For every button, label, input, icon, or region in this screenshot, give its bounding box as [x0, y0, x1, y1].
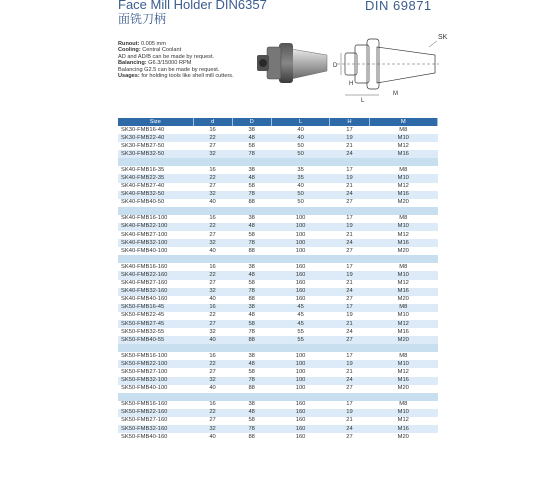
- table-cell: 17: [330, 263, 369, 271]
- table-row: [118, 352, 438, 360]
- table-cell: 17: [330, 126, 369, 134]
- table-cell: 48: [232, 409, 271, 417]
- table-cell: 58: [232, 417, 271, 425]
- table-cell: 24: [330, 328, 369, 336]
- table-cell: 58: [232, 368, 271, 376]
- table-cell: 21: [330, 231, 369, 239]
- table-cell: M10: [369, 312, 437, 320]
- table-cell: M10: [369, 360, 437, 368]
- cell-size: SK50-FMB27-160: [118, 417, 193, 425]
- cell-size: SK50-FMB40-100: [118, 385, 193, 393]
- table-cell: 16: [193, 215, 232, 223]
- table-cell: 27: [193, 417, 232, 425]
- table-cell: 38: [232, 352, 271, 360]
- group-separator: [118, 207, 438, 215]
- table-cell: M10: [369, 223, 437, 231]
- table-row: [118, 368, 438, 376]
- table-cell: 88: [232, 199, 271, 207]
- cell-size: SK50-FMB32-100: [118, 377, 193, 385]
- table-cell: M16: [369, 288, 437, 296]
- header-m: M: [369, 118, 437, 126]
- table-cell: 160: [271, 425, 330, 433]
- table-cell: 40: [193, 433, 232, 441]
- table-cell: M8: [369, 263, 437, 271]
- table-cell: 40: [193, 385, 232, 393]
- table-cell: 27: [330, 336, 369, 344]
- separator-cell: [118, 255, 438, 263]
- cell-size: SK40-FMB27-160: [118, 280, 193, 288]
- table-cell: 160: [271, 280, 330, 288]
- table-cell: 19: [330, 312, 369, 320]
- table-cell: 38: [232, 126, 271, 134]
- table-cell: 27: [193, 231, 232, 239]
- cell-size: SK50-FMB32-55: [118, 328, 193, 336]
- table-cell: 27: [193, 368, 232, 376]
- dimension-table: [118, 118, 438, 441]
- table-cell: 16: [193, 352, 232, 360]
- table-row: [118, 231, 438, 239]
- spec-coolant-note: AD and AD/B can be made by request.: [118, 53, 215, 60]
- table-cell: 48: [232, 174, 271, 182]
- table-row: [118, 417, 438, 425]
- table-cell: 16: [193, 304, 232, 312]
- table-cell: 22: [193, 134, 232, 142]
- table-cell: 160: [271, 296, 330, 304]
- table-row: [118, 174, 438, 182]
- table-cell: M10: [369, 134, 437, 142]
- group-separator: [118, 255, 438, 263]
- table-cell: 21: [330, 368, 369, 376]
- spec-cooling: Cooling: Central Coolant: [118, 47, 182, 54]
- cell-size: SK40-FMB16-160: [118, 263, 193, 271]
- table-cell: M12: [369, 231, 437, 239]
- table-cell: M16: [369, 328, 437, 336]
- table-cell: 17: [330, 304, 369, 312]
- table-row: [118, 166, 438, 174]
- table-row: [118, 296, 438, 304]
- spec-balancing: Balancing: G6.3/15000 RPM: [118, 60, 192, 67]
- cell-size: SK30-FMB22-40: [118, 134, 193, 142]
- table-cell: 40: [193, 247, 232, 255]
- cell-size: SK50-FMB32-160: [118, 425, 193, 433]
- separator-cell: [118, 393, 438, 401]
- table-cell: 45: [271, 312, 330, 320]
- table-cell: M20: [369, 385, 437, 393]
- table-row: [118, 385, 438, 393]
- drawing-label-l: L: [361, 98, 365, 104]
- table-cell: 32: [193, 425, 232, 433]
- table-cell: 40: [271, 134, 330, 142]
- table-cell: 45: [271, 320, 330, 328]
- table-cell: 19: [330, 223, 369, 231]
- cell-size: SK40-FMB32-50: [118, 191, 193, 199]
- cell-size: SK40-FMB32-100: [118, 239, 193, 247]
- table-cell: 21: [330, 280, 369, 288]
- cell-size: SK50-FMB27-100: [118, 368, 193, 376]
- table-row: [118, 215, 438, 223]
- cell-size: SK50-FMB40-55: [118, 336, 193, 344]
- din-standard-label: DIN 69871: [365, 0, 432, 13]
- header-l: L: [271, 118, 330, 126]
- spec-balancing-note: Balancing G2.5 can be made by request.: [118, 66, 220, 73]
- header-h: H: [330, 118, 369, 126]
- table-cell: 100: [271, 215, 330, 223]
- table-cell: 27: [193, 320, 232, 328]
- cell-size: SK50-FMB40-160: [118, 433, 193, 441]
- table-cell: 88: [232, 336, 271, 344]
- table-cell: 78: [232, 239, 271, 247]
- table-row: [118, 280, 438, 288]
- cell-size: SK30-FMB32-50: [118, 150, 193, 158]
- table-cell: M12: [369, 320, 437, 328]
- table-cell: 40: [271, 126, 330, 134]
- table-cell: M16: [369, 150, 437, 158]
- table-cell: 38: [232, 401, 271, 409]
- table-cell: 22: [193, 223, 232, 231]
- table-cell: M16: [369, 191, 437, 199]
- table-cell: 58: [232, 142, 271, 150]
- table-cell: 16: [193, 401, 232, 409]
- table-cell: M12: [369, 417, 437, 425]
- table-row: [118, 328, 438, 336]
- table-row: [118, 288, 438, 296]
- table-cell: M16: [369, 425, 437, 433]
- table-cell: 17: [330, 401, 369, 409]
- table-cell: 32: [193, 377, 232, 385]
- table-cell: 100: [271, 223, 330, 231]
- table-cell: 50: [271, 142, 330, 150]
- table-cell: 48: [232, 134, 271, 142]
- table-row: [118, 336, 438, 344]
- table-cell: 160: [271, 433, 330, 441]
- table-cell: 38: [232, 263, 271, 271]
- table-cell: 24: [330, 288, 369, 296]
- table-cell: 48: [232, 312, 271, 320]
- table-cell: 58: [232, 320, 271, 328]
- cell-size: SK50-FMB16-45: [118, 304, 193, 312]
- group-separator: [118, 158, 438, 166]
- table-cell: 17: [330, 215, 369, 223]
- table-cell: 58: [232, 231, 271, 239]
- table-cell: 24: [330, 239, 369, 247]
- table-cell: 100: [271, 352, 330, 360]
- cell-size: SK40-FMB16-100: [118, 215, 193, 223]
- cell-size: SK40-FMB22-100: [118, 223, 193, 231]
- cell-size: SK40-FMB27-100: [118, 231, 193, 239]
- table-cell: 21: [330, 417, 369, 425]
- table-row: [118, 401, 438, 409]
- table-cell: 40: [271, 183, 330, 191]
- table-cell: 16: [193, 263, 232, 271]
- cell-size: SK40-FMB40-50: [118, 199, 193, 207]
- table-cell: M20: [369, 199, 437, 207]
- table-cell: 50: [271, 191, 330, 199]
- header-D: D: [232, 118, 271, 126]
- table-row: [118, 247, 438, 255]
- technical-drawing: [333, 25, 448, 105]
- product-photo: [253, 31, 331, 97]
- table-cell: 88: [232, 247, 271, 255]
- table-cell: 24: [330, 377, 369, 385]
- cell-size: SK50-FMB16-160: [118, 401, 193, 409]
- table-row: [118, 360, 438, 368]
- table-cell: 22: [193, 409, 232, 417]
- table-cell: M12: [369, 280, 437, 288]
- table-row: [118, 150, 438, 158]
- table-cell: 160: [271, 409, 330, 417]
- table-cell: 17: [330, 166, 369, 174]
- cell-size: SK50-FMB27-45: [118, 320, 193, 328]
- table-cell: 78: [232, 288, 271, 296]
- table-cell: 27: [330, 433, 369, 441]
- table-cell: 22: [193, 174, 232, 182]
- table-cell: 78: [232, 328, 271, 336]
- table-cell: M20: [369, 433, 437, 441]
- table-row: [118, 142, 438, 150]
- table-cell: M8: [369, 126, 437, 134]
- table-cell: 40: [193, 296, 232, 304]
- table-row: [118, 191, 438, 199]
- table-row: [118, 126, 438, 134]
- table-cell: 22: [193, 360, 232, 368]
- table-cell: 160: [271, 263, 330, 271]
- table-cell: M20: [369, 247, 437, 255]
- table-row: [118, 409, 438, 417]
- table-cell: 160: [271, 417, 330, 425]
- table-cell: 19: [330, 271, 369, 279]
- table-cell: 78: [232, 150, 271, 158]
- table-cell: 32: [193, 239, 232, 247]
- table-cell: 16: [193, 166, 232, 174]
- table-cell: 58: [232, 183, 271, 191]
- table-cell: 78: [232, 425, 271, 433]
- group-separator: [118, 344, 438, 352]
- cell-size: SK40-FMB16-35: [118, 166, 193, 174]
- drawing-label-m: M: [393, 91, 398, 97]
- table-row: [118, 223, 438, 231]
- table-row: [118, 320, 438, 328]
- table-cell: M16: [369, 239, 437, 247]
- table-cell: 32: [193, 288, 232, 296]
- table-cell: 35: [271, 166, 330, 174]
- table-cell: 19: [330, 134, 369, 142]
- table-row: [118, 263, 438, 271]
- table-cell: 38: [232, 215, 271, 223]
- cell-size: SK30-FMB27-50: [118, 142, 193, 150]
- table-cell: 32: [193, 328, 232, 336]
- table-cell: 38: [232, 166, 271, 174]
- spec-list: [118, 41, 268, 79]
- spec-runout: Runout: 0.005 mm: [118, 41, 166, 47]
- drawing-label-d: D: [333, 63, 338, 69]
- table-cell: M8: [369, 352, 437, 360]
- table-cell: 24: [330, 191, 369, 199]
- table-cell: 58: [232, 280, 271, 288]
- table-header-row: [118, 118, 438, 126]
- table-cell: 45: [271, 304, 330, 312]
- page-subtitle: 面铣刀柄: [118, 12, 167, 26]
- table-cell: M16: [369, 377, 437, 385]
- table-cell: 24: [330, 150, 369, 158]
- cell-size: SK40-FMB27-40: [118, 183, 193, 191]
- cell-size: SK50-FMB22-45: [118, 312, 193, 320]
- table-cell: 55: [271, 336, 330, 344]
- table-cell: 78: [232, 377, 271, 385]
- table-row: [118, 377, 438, 385]
- table-row: [118, 433, 438, 441]
- table-cell: 22: [193, 312, 232, 320]
- cell-size: SK40-FMB22-35: [118, 174, 193, 182]
- table-cell: 100: [271, 377, 330, 385]
- table-cell: 27: [193, 183, 232, 191]
- table-cell: 48: [232, 223, 271, 231]
- table-cell: 22: [193, 271, 232, 279]
- table-cell: 88: [232, 296, 271, 304]
- table-cell: 50: [271, 150, 330, 158]
- table-cell: M12: [369, 142, 437, 150]
- cell-size: SK50-FMB22-160: [118, 409, 193, 417]
- table-cell: M10: [369, 271, 437, 279]
- table-cell: M8: [369, 401, 437, 409]
- table-cell: 48: [232, 271, 271, 279]
- table-cell: 88: [232, 385, 271, 393]
- cell-size: SK40-FMB22-160: [118, 271, 193, 279]
- cell-size: SK40-FMB32-160: [118, 288, 193, 296]
- table-cell: 27: [330, 199, 369, 207]
- table-cell: 48: [232, 360, 271, 368]
- table-row: [118, 271, 438, 279]
- table-cell: 21: [330, 142, 369, 150]
- cell-size: SK30-FMB16-40: [118, 126, 193, 134]
- table-cell: 17: [330, 352, 369, 360]
- table-cell: 27: [193, 142, 232, 150]
- table-cell: 100: [271, 360, 330, 368]
- table-row: [118, 199, 438, 207]
- table-cell: 100: [271, 231, 330, 239]
- table-cell: 160: [271, 401, 330, 409]
- cell-size: SK50-FMB22-100: [118, 360, 193, 368]
- table-cell: 100: [271, 239, 330, 247]
- table-row: [118, 134, 438, 142]
- group-separator: [118, 393, 438, 401]
- table-cell: M12: [369, 368, 437, 376]
- table-cell: 27: [330, 385, 369, 393]
- table-cell: 100: [271, 368, 330, 376]
- table-cell: 100: [271, 385, 330, 393]
- cell-size: SK50-FMB16-100: [118, 352, 193, 360]
- table-cell: 40: [193, 336, 232, 344]
- table-cell: 50: [271, 199, 330, 207]
- table-cell: 88: [232, 433, 271, 441]
- header-size: Size: [118, 118, 193, 126]
- table-cell: 27: [330, 247, 369, 255]
- header-d: d: [193, 118, 232, 126]
- table-cell: 32: [193, 191, 232, 199]
- table-cell: M12: [369, 183, 437, 191]
- table-cell: M8: [369, 166, 437, 174]
- table-row: [118, 425, 438, 433]
- table-cell: 35: [271, 174, 330, 182]
- table-cell: 16: [193, 126, 232, 134]
- table-row: [118, 239, 438, 247]
- table-cell: 19: [330, 409, 369, 417]
- spec-usages: Usages: for holding tools like shell mill cutters.: [118, 73, 234, 80]
- separator-cell: [118, 158, 438, 166]
- separator-cell: [118, 344, 438, 352]
- table-cell: 160: [271, 288, 330, 296]
- table-row: [118, 312, 438, 320]
- cell-size: SK40-FMB40-100: [118, 247, 193, 255]
- table-cell: M20: [369, 336, 437, 344]
- cell-size: SK40-FMB40-160: [118, 296, 193, 304]
- table-cell: 19: [330, 360, 369, 368]
- table-cell: 32: [193, 150, 232, 158]
- table-cell: M10: [369, 174, 437, 182]
- table-row: [118, 304, 438, 312]
- table-cell: 27: [330, 296, 369, 304]
- separator-cell: [118, 207, 438, 215]
- table-cell: 40: [193, 199, 232, 207]
- table-cell: M20: [369, 296, 437, 304]
- table-cell: 100: [271, 247, 330, 255]
- table-row: [118, 183, 438, 191]
- table-cell: 38: [232, 304, 271, 312]
- table-cell: 27: [193, 280, 232, 288]
- table-cell: M8: [369, 215, 437, 223]
- table-cell: 24: [330, 425, 369, 433]
- table-cell: 78: [232, 191, 271, 199]
- table-cell: M8: [369, 304, 437, 312]
- page-title: Face Mill Holder DIN6357: [118, 0, 267, 12]
- drawing-label-sk: SK: [438, 34, 448, 41]
- drawing-label-h: H: [349, 81, 354, 87]
- table-cell: M10: [369, 409, 437, 417]
- table-cell: 19: [330, 174, 369, 182]
- table-cell: 55: [271, 328, 330, 336]
- table-cell: 160: [271, 271, 330, 279]
- table-cell: 21: [330, 183, 369, 191]
- table-cell: 21: [330, 320, 369, 328]
